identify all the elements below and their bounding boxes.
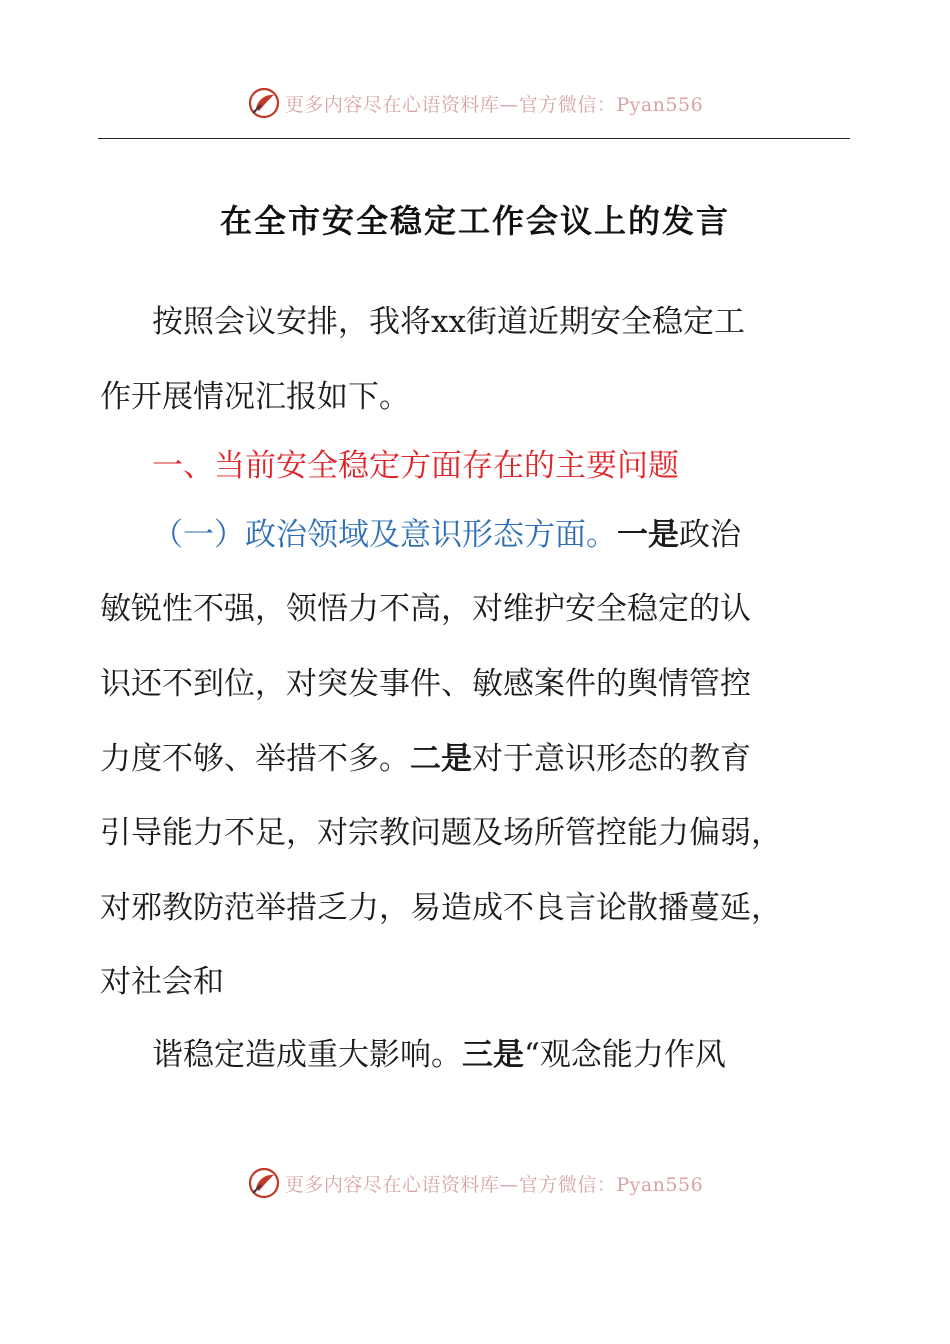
header-watermark	[0, 81, 950, 125]
header-divider	[98, 138, 850, 139]
subsection-heading: （一）政治领域及意识形态方面。	[152, 517, 617, 553]
paragraph-line	[100, 888, 782, 928]
paragraph-line	[152, 1035, 726, 1075]
body-text: 对社会和	[100, 964, 224, 1000]
body-text: 政治	[679, 517, 741, 553]
paragraph-line	[100, 664, 751, 704]
body-text: 敏锐性不强，领悟力不高，对维护安全稳定的认	[100, 591, 751, 627]
document-title: 在全市安全稳定工作会议上的发言	[219, 202, 730, 240]
pen-swirl-logo-icon	[247, 86, 281, 120]
footer-watermark-text: 更多内容尽在心语资料库—官方微信：Pyan556	[284, 1173, 704, 1196]
body-text: 谐稳定造成重大影响。	[152, 1037, 462, 1073]
paragraph-line	[100, 813, 782, 853]
body-text: 对邪教防范举措乏力，易造成不良言论散播蔓延，	[100, 890, 782, 926]
paragraph-line	[100, 589, 751, 629]
emphasis-lead: 一是	[617, 517, 679, 553]
body-text: 识还不到位，对突发事件、敏感案件的舆情管控	[100, 666, 751, 702]
pen-swirl-logo-icon	[247, 1166, 281, 1200]
footer-watermark	[0, 1161, 950, 1205]
body-text: 对于意识形态的教育	[472, 741, 751, 777]
paragraph-line	[100, 739, 751, 779]
paragraph-line	[152, 302, 745, 342]
body-text: 力度不够、举措不多。	[100, 741, 410, 777]
section-heading: 一、当前安全稳定方面存在的主要问题	[152, 448, 679, 484]
paragraph-line	[152, 515, 741, 555]
emphasis-lead: 三是	[462, 1037, 524, 1073]
body-text: 按照会议安排，我将xx街道近期安全稳定工	[152, 304, 745, 340]
body-text: 作开展情况汇报如下。	[100, 379, 410, 415]
body-text: 引导能力不足，对宗教问题及场所管控能力偏弱，	[100, 815, 782, 851]
header-watermark-text: 更多内容尽在心语资料库—官方微信：Pyan556	[284, 93, 704, 116]
body-text: “观念能力作风	[524, 1037, 726, 1073]
paragraph-line	[100, 962, 224, 1002]
paragraph-line	[100, 377, 410, 417]
emphasis-lead: 二是	[410, 741, 472, 777]
